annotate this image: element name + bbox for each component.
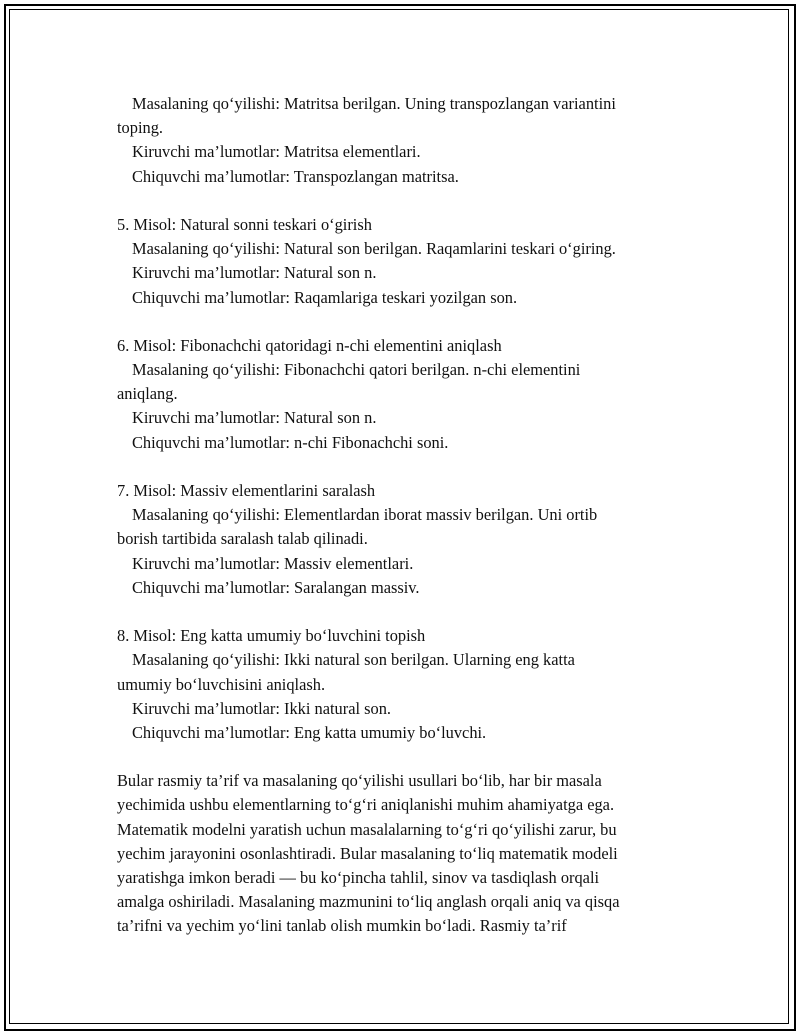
text-line: Kiruvchi ma’lumotlar: Natural son n. bbox=[132, 408, 377, 428]
paragraph-gap bbox=[117, 310, 683, 334]
text-line: Kiruvchi ma’lumotlar: Matritsa elementlari. bbox=[132, 142, 421, 162]
text-line: yaratishga imkon beradi — bu ko‘pincha tahlil, sinov va tasdiqlash orqali bbox=[117, 868, 600, 887]
text-line: yechim jarayonini osonlashtiradi. Bular masalaning to‘liq matematik modeli bbox=[117, 843, 618, 863]
text-line: Matematik modelni yaratish uchun masalalarning to‘g‘ri qo‘yilishi zarur, bu bbox=[117, 819, 617, 839]
text-block bbox=[117, 624, 683, 745]
paragraph-gap bbox=[117, 600, 683, 624]
text-block bbox=[117, 479, 683, 600]
text-line: Kiruvchi ma’lumotlar: Natural son n. bbox=[132, 263, 377, 283]
text-line: umumiy bo‘luvchisini aniqlash. bbox=[117, 674, 326, 694]
text-line: amalga oshiriladi. Masalaning mazmunini to‘liq anglash orqali aniq va qisqa bbox=[117, 892, 620, 912]
text-line: Chiquvchi ma’lumotlar: Saralangan massiv. bbox=[132, 577, 420, 597]
text-line: yechimida ushbu elementlarning to‘g‘ri aniqlanishi muhim ahamiyatga ega. bbox=[117, 795, 615, 815]
text-line: 8. Misol: Eng katta umumiy bo‘luvchini topish bbox=[117, 626, 426, 646]
text-line: borish tartibida saralash talab qilinadi. bbox=[117, 529, 368, 549]
text-line: Masalaning qo‘yilishi: Elementlardan iborat massiv berilgan. Uni ortib bbox=[132, 505, 598, 525]
text-block bbox=[117, 334, 683, 455]
text-block bbox=[117, 213, 683, 310]
text-line: Masalaning qo‘yilishi: Fibonachchi qatori berilgan. n-chi elementini bbox=[132, 360, 581, 380]
text-line: ta’rifni va yechim yo‘lini tanlab olish mumkin bo‘ladi. Rasmiy ta’rif bbox=[117, 916, 567, 936]
text-line: 6. Misol: Fibonachchi qatoridagi n-chi elementini aniqlash bbox=[117, 335, 502, 355]
text-line: Bular rasmiy ta’rif va masalaning qo‘yilishi usullari bo‘lib, har bir masala bbox=[117, 771, 602, 791]
text-line: toping. bbox=[117, 118, 163, 138]
document-body bbox=[117, 92, 683, 939]
text-line: Chiquvchi ma’lumotlar: n-chi Fibonachchi soni. bbox=[132, 432, 449, 452]
text-line: Chiquvchi ma’lumotlar: Transpozlangan matritsa. bbox=[132, 166, 459, 186]
text-block bbox=[117, 92, 683, 189]
text-line: Masalaning qo‘yilishi: Natural son berilgan. Raqamlarini teskari o‘giring. bbox=[132, 239, 616, 259]
paragraph-gap bbox=[117, 745, 683, 769]
text-line: Chiquvchi ma’lumotlar: Eng katta umumiy bo‘luvchi. bbox=[132, 722, 487, 742]
text-line: aniqlang. bbox=[117, 384, 178, 404]
text-block bbox=[117, 769, 683, 938]
text-line: 7. Misol: Massiv elementlarini saralash bbox=[117, 481, 376, 500]
text-line: Masalaning qo‘yilishi: Ikki natural son berilgan. Ularning eng katta bbox=[132, 650, 575, 670]
paragraph-gap bbox=[117, 189, 683, 213]
text-line: 5. Misol: Natural sonni teskari o‘girish bbox=[117, 214, 372, 234]
text-line: Masalaning qo‘yilishi: Matritsa berilgan. Uning transpozlangan variantini bbox=[132, 94, 616, 113]
text-line: Kiruvchi ma’lumotlar: Massiv elementlari. bbox=[132, 553, 414, 573]
text-line: Kiruvchi ma’lumotlar: Ikki natural son. bbox=[132, 698, 392, 718]
paragraph-gap bbox=[117, 455, 683, 479]
text-line: Chiquvchi ma’lumotlar: Raqamlariga teskari yozilgan son. bbox=[132, 287, 518, 307]
